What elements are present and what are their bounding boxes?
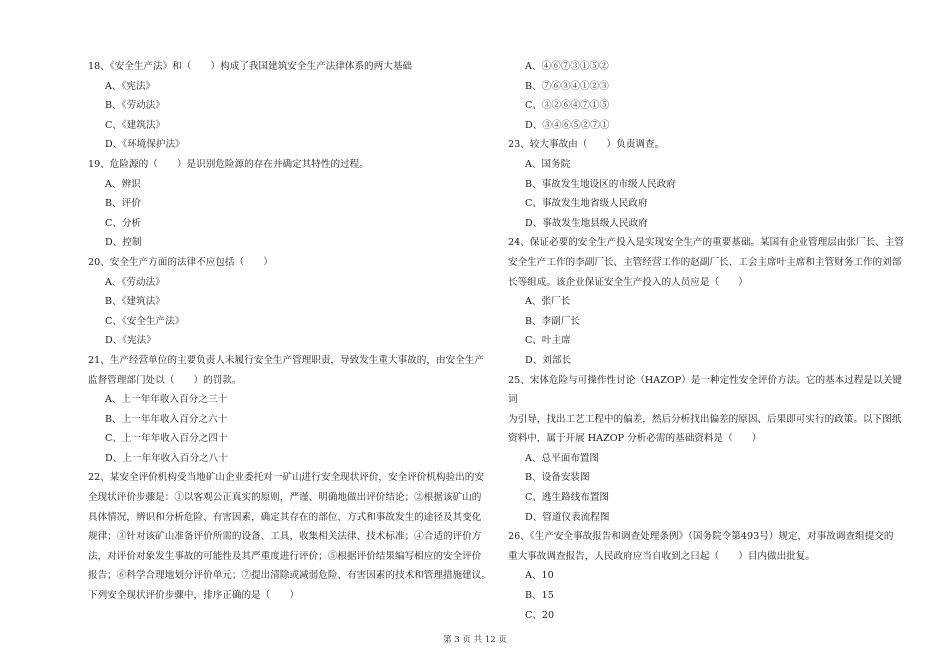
question-block bbox=[508, 371, 908, 528]
answer-option: A、《宪法》 bbox=[105, 80, 156, 92]
question-stem-line: 具体情况，辨识和分析危险、有害因素，确定其存在的部位、方式和事故发生的途径及其变化 bbox=[88, 511, 482, 523]
question-stem-line: 报告；⑥科学合理地划分评价单元；⑦提出清除或减弱危险、有害因素的技术和管理措施建议。 bbox=[88, 570, 491, 582]
answer-option: C、叶主席 bbox=[525, 335, 571, 347]
answer-option: B、设备安装图 bbox=[525, 472, 590, 484]
question-stem-line: 23、较大事故由（ ）负责调查。 bbox=[508, 139, 665, 151]
question-stem-line: 26、《生产安全事故报告和调查处理条例》（国务院令第493号）规定，对事故调查组提交的 bbox=[508, 531, 894, 543]
question-block bbox=[88, 253, 493, 351]
answer-option: C、③②⑥④⑦①⑤ bbox=[525, 100, 610, 112]
question-stem-line: 20、安全生产方面的法律不应包括（ ） bbox=[88, 256, 273, 268]
answer-option: B、评价 bbox=[105, 198, 141, 210]
answer-option: D、控制 bbox=[105, 237, 142, 249]
answer-option: B、上一年年收入百分之六十 bbox=[105, 413, 228, 425]
question-stem-line: 安全生产工作的李副厂长、主管经营工作的赵副厂长、工会主席叶主席和主管财务工作的刘部 bbox=[508, 256, 902, 268]
question-stem-line: 全现状评价步骤是：①以客观公正真实的原则，严谨、明确地做出评价结论；②根据该矿山的 bbox=[88, 492, 482, 504]
question-stem-line: 长等组成。该企业保证安全生产投入的人员应是（ ） bbox=[508, 276, 748, 288]
answer-option: A、上一年年收入百分之三十 bbox=[105, 394, 228, 406]
question-block bbox=[508, 57, 908, 135]
answer-option: A、《劳动法》 bbox=[105, 276, 165, 288]
question-stem-line: 25、宋体危险与可操作性讨论（HAZOP）是一种定性安全评价方法。它的基本过程是以关键词 bbox=[508, 374, 902, 406]
question-stem-line: 监督管理部门处以（ ）的罚款。 bbox=[88, 374, 242, 386]
question-stem-line: 资料中，属于开展 HAZOP 分析必需的基础资料是（ ） bbox=[508, 433, 762, 445]
question-block bbox=[88, 155, 493, 253]
answer-option: A、总平面布置图 bbox=[525, 452, 600, 464]
answer-option: B、⑦⑥③④①②③ bbox=[525, 80, 609, 92]
question-stem-line: 重大事故调查报告，人民政府应当自收到之曰起（ ）目内做出批复。 bbox=[508, 550, 815, 562]
answer-option: D、管道仪表流程图 bbox=[525, 511, 610, 523]
answer-option: C、分析 bbox=[105, 217, 142, 229]
question-block bbox=[508, 527, 908, 625]
answer-option: D、《宪法》 bbox=[105, 335, 156, 347]
answer-option: D、刘部长 bbox=[525, 354, 572, 366]
right-column bbox=[508, 57, 908, 625]
question-block bbox=[88, 57, 493, 155]
answer-option: C、《安全生产法》 bbox=[105, 315, 185, 327]
question-block bbox=[508, 233, 908, 370]
answer-option: C、事故发生地省级人民政府 bbox=[525, 198, 648, 210]
answer-option: D、③④⑥⑤②⑦① bbox=[525, 119, 610, 131]
question-stem-line: 21、生产经营单位的主要负责人未履行安全生产管理职责，导致发生重大事故的，由安全生产 bbox=[88, 354, 484, 366]
question-stem-line: 22、某安全评价机构受当地矿山企业委托对一矿山进行安全现状评价，安全评价机构验出的安 bbox=[88, 472, 484, 484]
question-stem-line: 24、保证必要的安全生产投入是实现安全生产的重要基础。某国有企业管理层由张厂长、主管 bbox=[508, 237, 904, 249]
question-block bbox=[508, 135, 908, 233]
question-block bbox=[88, 351, 493, 469]
answer-option: D、上一年年收入百分之八十 bbox=[105, 452, 228, 464]
answer-option: C、上一年年收入百分之四十 bbox=[105, 433, 228, 445]
answer-option: A、④⑥⑦③①⑤② bbox=[525, 61, 609, 72]
answer-option: C、《建筑法》 bbox=[105, 119, 166, 131]
answer-option: C、逃生路线布置图 bbox=[525, 492, 610, 504]
question-stem-line: 19、危险源的（ ）是识别危险源的存在并确定其特性的过程。 bbox=[88, 158, 369, 170]
answer-option: B、《建筑法》 bbox=[105, 296, 165, 308]
question-stem-line: 下列安全现状评价步骤中，排序正确的是（ ） bbox=[88, 590, 300, 602]
question-stem-line: 为引导，找出工艺工程中的偏差，然后分析找出偏差的原因、后果即可实行的政策。以下图纸 bbox=[508, 413, 902, 425]
page-footer: 第 3 页 共 12 页 bbox=[443, 635, 507, 645]
question-block bbox=[88, 468, 493, 605]
answer-option: D、事故发生地县级人民政府 bbox=[525, 217, 648, 229]
question-stem-line: 法，对评价对象发生事故的可能性及其严重度进行评价；⑤根据评价结果编写相应的安全评价 bbox=[88, 550, 482, 562]
answer-option: B、15 bbox=[525, 590, 554, 602]
answer-option: B、事故发生地设区的市级人民政府 bbox=[525, 178, 676, 190]
answer-option: A、10 bbox=[525, 570, 554, 582]
answer-option: B、《劳动法》 bbox=[105, 100, 165, 112]
answer-option: A、辨识 bbox=[105, 178, 141, 190]
question-stem-line: 18、《安全生产法》和（ ）构成了我国建筑安全生产法律体系的两大基础 bbox=[88, 61, 413, 72]
left-column bbox=[88, 57, 493, 606]
answer-option: A、张厂长 bbox=[525, 296, 571, 308]
question-stem-line: 规律；③针对该矿山准备评价所需的设备、工具，收集相关法律、技术标准；④合适的评价方 bbox=[88, 531, 482, 543]
answer-option: C、20 bbox=[525, 609, 555, 621]
answer-option: A、国务院 bbox=[525, 158, 571, 170]
answer-option: B、李副厂长 bbox=[525, 315, 581, 327]
answer-option: D、《环境保护法》 bbox=[105, 139, 185, 151]
